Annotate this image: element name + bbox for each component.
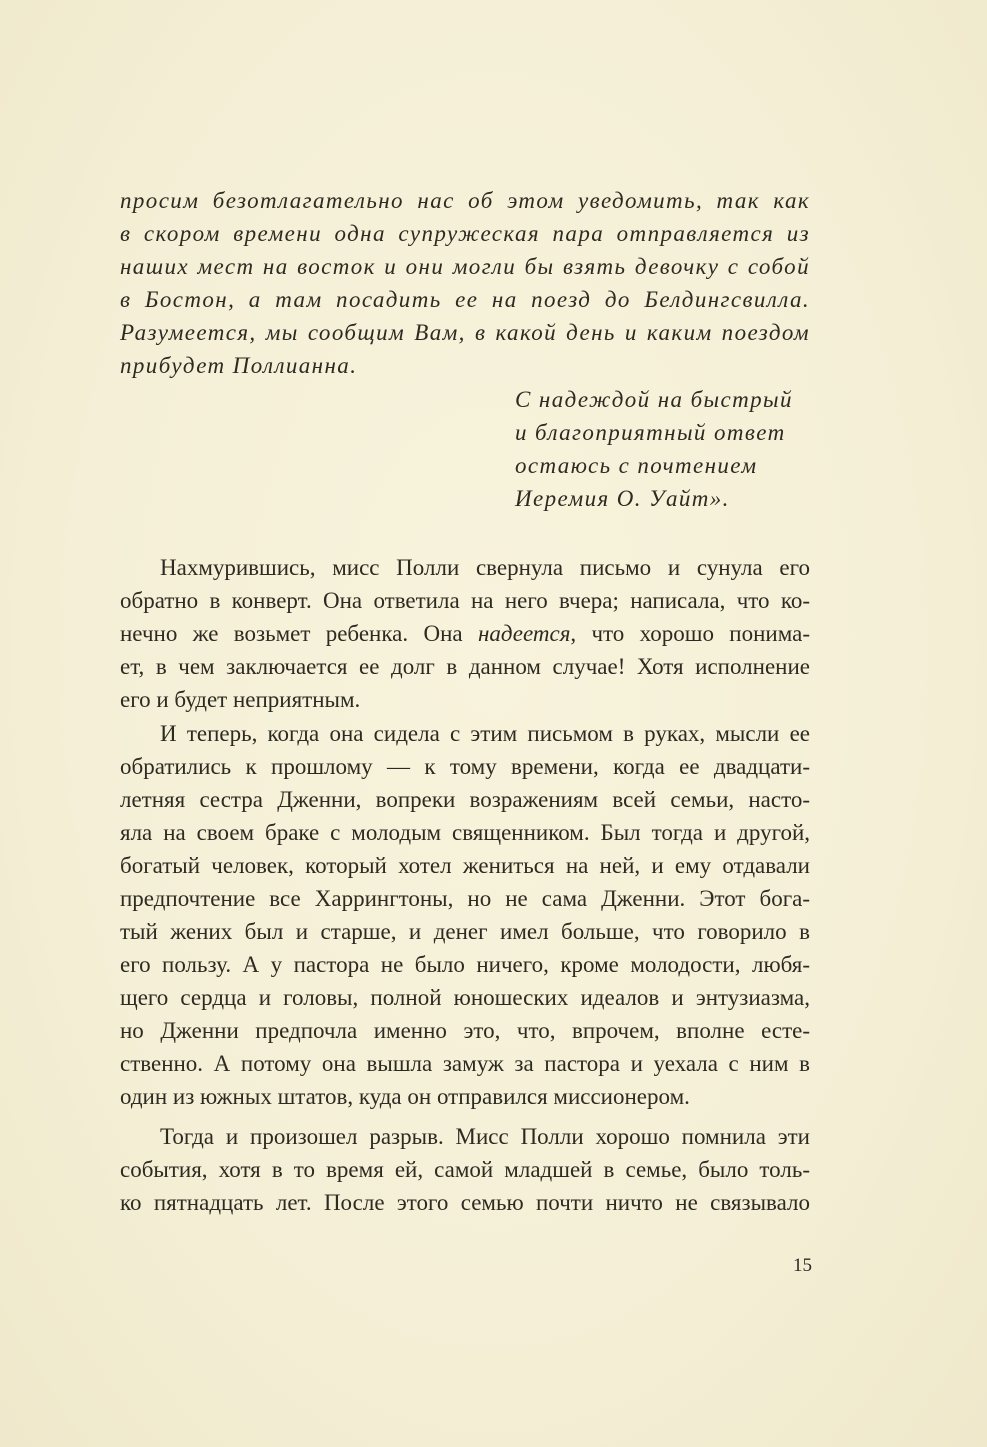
letter-line: Разумеется, мы сообщим Вам, в какой день и каким поездом xyxy=(120,320,810,345)
body-line: яла на своем браке с молодым священником. Был тогда и другой, xyxy=(120,820,810,845)
body-line: события, хотя в то время ей, самой младшей в семье, было толь- xyxy=(120,1157,810,1182)
body-line: его и будет неприятным. xyxy=(120,687,361,712)
body-line: но Дженни предпочла именно это, что, впрочем, вполне есте- xyxy=(120,1018,810,1043)
body-line: один из южных штатов, куда он отправился миссионером. xyxy=(120,1084,690,1109)
letter-line: в Бостон, а там посадить ее на поезд до Белдингсвилла. xyxy=(120,287,810,312)
body-text: , что хорошо понима- xyxy=(570,621,810,646)
letter-line: просим безотлагательно нас об этом уведомить, так как xyxy=(120,188,810,213)
body-line: ко пятнадцать лет. После этого семью почти ничто не связывало xyxy=(120,1190,810,1215)
body-line: обратились к прошлому — к тому времени, когда ее двадцати- xyxy=(120,754,810,779)
body-line: щего сердца и головы, полной юношеских идеалов и энтузиазма, xyxy=(120,985,810,1010)
body-line: его пользу. А у пастора не было ничего, кроме молодости, любя- xyxy=(120,952,810,977)
signature-line: и благоприятный ответ xyxy=(515,420,786,445)
page-number: 15 xyxy=(793,1255,812,1276)
body-text: нечно же возьмет ребенка. Она xyxy=(120,621,478,646)
letter-line: прибудет Поллианна. xyxy=(120,353,358,378)
signature-line: остаюсь с почтением xyxy=(515,453,758,478)
body-line: Тогда и произошел разрыв. Мисс Полли хорошо помнила эти xyxy=(160,1124,810,1149)
body-line: ет, в чем заключается ее долг в данном случае! Хотя исполнение xyxy=(120,654,810,679)
letter-line: наших мест на восток и они могли бы взять девочку с собой xyxy=(120,254,810,279)
body-line: летняя сестра Дженни, вопреки возражениям всей семьи, насто- xyxy=(120,787,810,812)
emphasized-word: надеется xyxy=(477,621,571,646)
signature-line: С надеждой на быстрый xyxy=(515,387,793,412)
body-line xyxy=(120,617,810,650)
body-line: ственно. А потому она вышла замуж за пастора и уехала с ним в xyxy=(120,1051,810,1076)
body-line: предпочтение все Харрингтоны, но не сама Дженни. Этот бога- xyxy=(120,886,810,911)
body-line: И теперь, когда она сидела с этим письмом в руках, мысли ее xyxy=(160,721,810,746)
body-line: тый жених был и старше, и денег имел больше, что говорило в xyxy=(120,919,810,944)
signature-line: Иеремия О. Уайт». xyxy=(515,486,730,511)
body-line: Нахмурившись, мисс Полли свернула письмо и сунула его xyxy=(160,555,810,580)
body-line: богатый человек, который хотел жениться на ней, и ему отдавали xyxy=(120,853,810,878)
letter-line: в скором времени одна супружеская пара отправляется из xyxy=(120,221,810,246)
body-line: обратно в конверт. Она ответила на него вчера; написала, что ко- xyxy=(120,588,810,613)
